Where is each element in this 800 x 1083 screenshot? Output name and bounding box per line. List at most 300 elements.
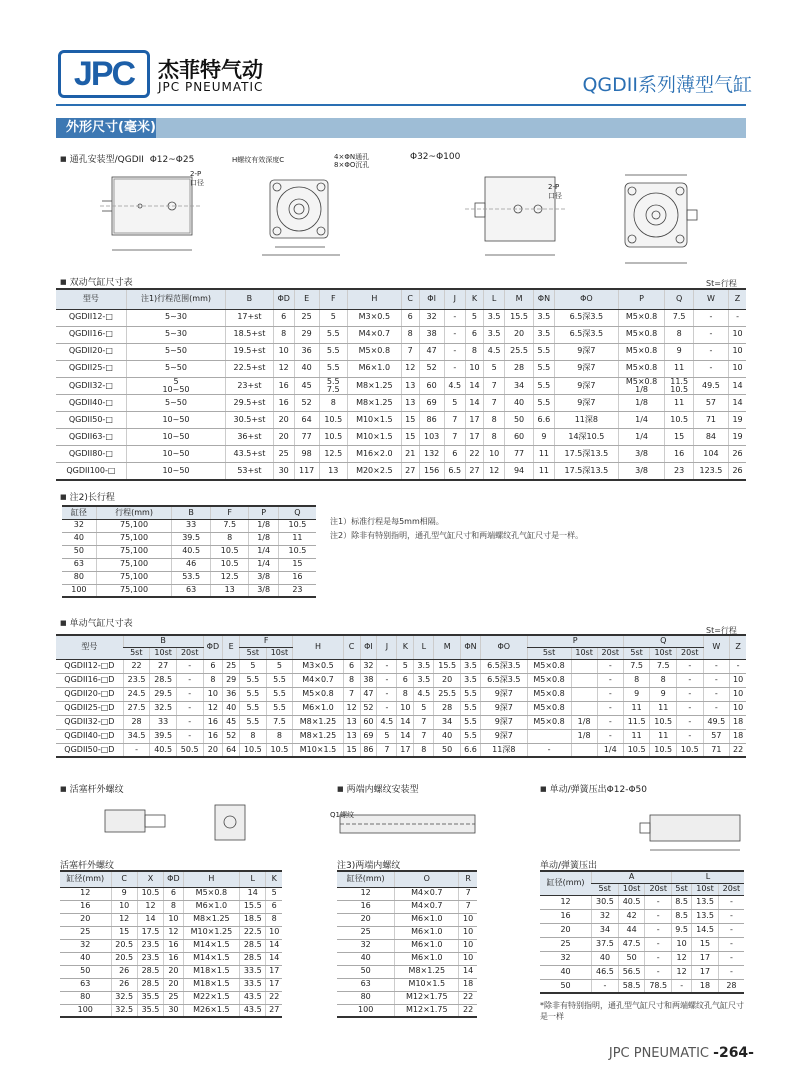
bottom-drawings [60,795,760,855]
header-cell: ΦD [273,289,294,309]
table-cell: 100 [60,1004,111,1017]
table-cell: 50.5 [176,743,203,757]
table-cell: 14 [729,377,746,395]
header-cell: F [319,289,347,309]
table-cell: 50 [60,965,111,978]
table-cell: 20 [434,673,461,687]
table-cell: 9 [111,887,137,900]
table-cell: 28 [718,979,744,993]
table-cell: 10 [672,937,692,951]
header-cell: C [111,871,137,887]
table-cell: 4.5 [444,377,465,395]
table-cell: 50 [337,965,395,978]
table-row [540,979,744,993]
table-cell: 44 [618,923,645,937]
table-row [337,887,477,900]
long-stroke-title: ■ 注2)长行程 [60,490,115,503]
table-cell: 27 [150,659,177,673]
table-cell: 39.5 [150,729,177,743]
table-row [56,446,746,463]
table-cell: 18 [459,978,477,991]
table-cell: 28 [505,360,533,377]
footer: JPC PNEUMATIC -264- [608,1045,754,1061]
table-cell: M6×1.0 [293,701,343,715]
table-cell: 7 [483,377,504,395]
table-cell: 15 [111,926,137,939]
table-cell: 58.5 [618,979,645,993]
table-cell: 13 [401,395,419,412]
table-cell: 14 [459,965,477,978]
table-cell: 63 [337,978,395,991]
table-cell: 5.5 [460,687,480,701]
table-cell: M5×0.8 [618,360,665,377]
table-cell: 4.5 [377,715,397,729]
table-cell: - [677,701,704,715]
table-cell: 22 [466,446,484,463]
table-cell: 12 [203,701,223,715]
table-cell: 10 [459,952,477,965]
single-acting-table [56,634,746,758]
table-cell: 25 [540,937,592,951]
table-cell: - [645,895,672,909]
table-cell: 77 [505,446,533,463]
table-cell: 10~50 [126,463,225,480]
table-cell: 14 [266,952,282,965]
table-cell: QGDII16-□D [56,673,123,687]
table-cell: 10 [459,939,477,952]
table-cell: 47.5 [618,937,645,951]
table-cell: 9 [650,687,677,701]
table-cell: 8 [483,412,504,429]
table-cell: 132 [419,446,444,463]
table-cell: - [597,673,623,687]
table-cell: 11 [623,729,650,743]
table-cell: 32 [337,939,395,952]
table-cell: 8.5 [672,895,692,909]
table-cell: 80 [60,991,111,1004]
header-cell: 5st [123,647,150,659]
table-cell: 43.5 [240,991,266,1004]
table-cell: - [444,343,465,360]
header-cell: M [434,635,461,659]
table-cell: 14 [397,715,414,729]
table-cell: 8 [164,900,184,913]
table-cell: M8×1.25 [293,715,343,729]
table-cell: 15 [278,558,316,571]
table-cell: 80 [337,991,395,1004]
table-cell: 16 [203,715,223,729]
table-cell: 15 [665,429,693,446]
table-cell: 8 [623,673,650,687]
table-cell: 17+st [226,309,273,326]
table-cell: 1/8 [571,729,597,743]
table-cell: 5~50 [126,360,225,377]
table-cell: 11 [278,532,316,545]
table-cell: 27 [466,463,484,480]
header-cell: F [240,635,293,647]
table-cell: 5.5 [533,343,554,360]
table-row [56,343,746,360]
table-cell: 11.5 [623,715,650,729]
table-cell: 19 [729,429,746,446]
table-row [540,937,744,951]
table-row [56,463,746,480]
table-cell: 3.5 [483,309,504,326]
table-cell: 5 [466,309,484,326]
header-cell: ΦI [419,289,444,309]
table-cell: 9深7 [481,715,528,729]
table-cell: - [718,951,744,965]
table-cell: 94 [505,463,533,480]
table-cell: 75,100 [96,584,172,597]
table-cell: 78.5 [645,979,672,993]
table-cell: 23.5 [137,952,163,965]
table-cell: 11深8 [481,743,528,757]
table-cell: 42 [618,909,645,923]
note-1: 注1）标准行程是每5mm相隔。 [330,517,444,526]
table-cell: 26 [111,965,137,978]
table-cell: 34.5 [123,729,150,743]
table-cell: 8 [266,729,293,743]
table-cell: 16 [540,909,592,923]
table-cell: 10~50 [126,429,225,446]
table-cell: 5.5 [240,701,267,715]
table-row [337,926,477,939]
table-cell: 20 [505,326,533,343]
table-cell: M10×1.5 [347,412,401,429]
table-cell: 64 [223,743,240,757]
table-cell: 10 [397,701,414,715]
table-cell: 46.5 [592,965,619,979]
table-cell: 16 [203,729,223,743]
table-cell [571,673,597,687]
table-cell: 32 [419,309,444,326]
table-row [56,429,746,446]
table-cell: 5.5 [266,687,293,701]
table-cell: 1/4 [618,429,665,446]
header-cell: O [395,871,459,887]
header-cell: 5st [527,647,571,659]
table-cell: 1/8 [618,395,665,412]
table-cell: M20×2.5 [347,463,401,480]
table-row [60,991,282,1004]
table-cell: M5×0.8 [527,687,571,701]
header-cell: L [414,635,434,659]
table-cell: - [377,701,397,715]
table-cell: 40.5 [618,895,645,909]
section-bar [56,118,746,138]
table-cell: 5 [414,701,434,715]
header-cell: ΦO [555,289,618,309]
table-cell: 14 [397,729,414,743]
table-cell: 10 [203,687,223,701]
header-cell: ΦD [203,635,223,659]
table-cell: - [377,659,397,673]
table-cell: 80 [62,571,96,584]
table-cell: 7 [414,715,434,729]
table-cell: QGDII50-□D [56,743,123,757]
header-cell: B [123,635,203,647]
table-cell: 75,100 [96,519,172,532]
table-cell: 17.5 [137,926,163,939]
table-cell: QGDII25-□D [56,701,123,715]
table-cell: - [527,743,571,757]
table-cell: - [718,965,744,979]
header-cell: M [505,289,533,309]
table-row [62,571,316,584]
table-cell: M5×0.8 [618,309,665,326]
header-cell: L [240,871,266,887]
table-cell: - [672,979,692,993]
table-cell: - [693,309,728,326]
table-row [540,909,744,923]
table-cell: 8 [397,687,414,701]
table-cell: 3.5 [533,309,554,326]
table-cell: 5 [266,887,282,900]
table-cell: - [597,701,623,715]
header-cell: Q [665,289,693,309]
table-cell: 14 [240,887,266,900]
table-cell: M5×0.8 [527,659,571,673]
table-cell: 60 [360,715,377,729]
table-cell: 15.5 [240,900,266,913]
table-cell: 40 [294,360,319,377]
table-cell: 39.5 [172,532,211,545]
brand-cn: 杰菲特气动 [158,58,263,82]
table-cell: 8 [343,673,360,687]
table-cell: 20 [164,965,184,978]
table-cell: M5×0.8 [183,887,239,900]
table-cell: 86 [360,743,377,757]
cylinder-drawings [80,165,770,275]
header-divider [56,104,746,106]
header-cell: 5st [623,647,650,659]
rod-title: ■ 活塞杆外螺纹 [60,782,124,795]
table-cell: 10 [111,900,137,913]
table-cell: M8×1.25 [347,377,401,395]
table-cell: 50 [618,951,645,965]
header-cell: H [347,289,401,309]
table-cell: 7.5 [266,715,293,729]
table-cell: 10.5 [210,558,249,571]
table-cell: M4×0.7 [395,900,459,913]
table-cell: 10 [466,360,484,377]
table-row [337,900,477,913]
table-cell: 29.5+st [226,395,273,412]
table-cell: QGDII16-□ [56,326,126,343]
table-cell: 8 [273,326,294,343]
table-cell: M10×1.25 [183,926,239,939]
table-cell: 14 [266,939,282,952]
table-cell: QGDII32-□ [56,377,126,395]
table-cell: M5×0.8 [527,701,571,715]
table-cell: 32.5 [150,701,177,715]
table-cell: 15.5 [505,309,533,326]
table-cell: 25 [60,926,111,939]
table-cell: 5.5 [319,326,347,343]
table-cell: 22 [459,1004,477,1017]
table-cell: - [693,343,728,360]
table-cell: 3.5 [460,659,480,673]
table-cell: - [645,937,672,951]
table-cell: 7 [414,729,434,743]
table-cell: 6.5深3.5 [481,673,528,687]
table-cell: 12 [343,701,360,715]
table-cell: 10.5 [319,412,347,429]
table-cell: 14深10.5 [555,429,618,446]
table-cell: - [693,360,728,377]
header-cell: P [618,289,665,309]
table-cell: 15 [692,937,719,951]
table-cell: - [718,909,744,923]
table-cell: M8×1.25 [183,913,239,926]
table-cell: QGDII12-□D [56,659,123,673]
header-cell: H [293,635,343,659]
table-cell: 71 [693,412,728,429]
table-cell: 10 [459,926,477,939]
table-cell: 11 [623,701,650,715]
table-cell: 75,100 [96,558,172,571]
table-cell: 33.5 [240,978,266,991]
header-cell: E [223,635,240,659]
table-cell: 18 [692,979,719,993]
table-cell: M5×0.8 [293,687,343,701]
table-cell: 8 [665,326,693,343]
table-cell: 26 [729,463,746,480]
table-cell: - [703,701,730,715]
table-cell: 25 [223,659,240,673]
table-row [62,584,316,597]
table-cell: QGDII32-□D [56,715,123,729]
table-cell: 28.5 [240,952,266,965]
header-cell: R [459,871,477,887]
table-cell: - [444,360,465,377]
table-cell: - [718,895,744,909]
table-cell: 17 [266,965,282,978]
section-title: 外形尺寸(毫米) [56,118,156,138]
table-cell: 5~50 [126,343,225,360]
table-cell: 10~50 [126,446,225,463]
table-cell: QGDII25-□ [56,360,126,377]
header-cell: F [210,506,249,519]
table-cell: 11 [665,395,693,412]
header-cell: 20st [645,883,672,895]
spring-table [540,870,744,994]
table-cell: M5×0.8 [527,673,571,687]
table-cell: 100 [62,584,96,597]
table-cell: 7 [459,887,477,900]
table-cell: 3/8 [618,446,665,463]
rod-table [60,870,282,1018]
table-cell: 16 [665,446,693,463]
table-row [62,519,316,532]
table-cell: 25 [294,309,319,326]
table-cell: 98 [294,446,319,463]
table-cell: 56.5 [618,965,645,979]
table-cell: 6.5深3.5 [555,309,618,326]
table-cell: 33.5 [240,965,266,978]
table-cell: 12 [483,463,504,480]
table-cell: - [645,965,672,979]
table-cell: QGDII20-□ [56,343,126,360]
table-cell: 5~30 [126,309,225,326]
table-cell: 40 [434,729,461,743]
header-cell: 10st [618,883,645,895]
table-cell: 6 [273,309,294,326]
table-cell: 10 [266,926,282,939]
table-cell: 86 [419,412,444,429]
table-cell: M8×1.25 [293,729,343,743]
table-cell: 29 [223,673,240,687]
table-cell: - [703,687,730,701]
table-cell: 38 [419,326,444,343]
table-row [62,558,316,571]
table-cell: M12×1.75 [395,991,459,1004]
table-cell: 16 [164,952,184,965]
table-cell: M6×1.0 [395,952,459,965]
table-row [56,673,746,687]
table-cell: 47 [360,687,377,701]
table-cell: 8 [650,673,677,687]
header-cell: 缸径(mm) [540,871,592,895]
table-cell: 8 [401,326,419,343]
table-cell: 43.5+st [226,446,273,463]
table-row [60,939,282,952]
table-row [337,952,477,965]
header-cell: 型号 [56,635,123,659]
table-cell: 49.5 [693,377,728,395]
table-cell: 3.5 [414,659,434,673]
table-cell: M10×1.5 [347,429,401,446]
table-cell: 9 [623,687,650,701]
q1-label: Q1螺纹 [330,811,354,819]
table-cell: 32.5 [111,1004,137,1017]
header-cell: 缸径 [62,506,96,519]
table-cell: 3/8 [249,584,278,597]
table-cell: 6.5深3.5 [555,326,618,343]
header-cell: 20st [718,883,744,895]
table-cell: 5.5 7.5 [319,377,347,395]
table-cell: 69 [360,729,377,743]
table-cell: 3.5 [460,673,480,687]
header-cell: ΦN [460,635,480,659]
table-cell: 5~50 [126,395,225,412]
header-cell: 10st [571,647,597,659]
table-cell: 1/8 [249,519,278,532]
table-cell: 6 [466,326,484,343]
header-cell: 行程(mm) [96,506,172,519]
table-row [337,913,477,926]
table-cell: 22 [123,659,150,673]
table-row [56,360,746,377]
table-cell: 7.5 [650,659,677,673]
table-cell: 12 [164,926,184,939]
table-cell: 34 [592,923,619,937]
table-cell: 5.5 [266,673,293,687]
table-row [62,532,316,545]
table-cell: 26 [729,446,746,463]
table-cell: - [176,715,203,729]
table-cell: 25 [337,926,395,939]
table-cell: 37.5 [592,937,619,951]
table-cell: 36+st [226,429,273,446]
table-row [56,743,746,757]
table-cell: 40 [223,701,240,715]
table-cell: 6 [401,309,419,326]
header-cell: 5st [240,647,267,659]
header-cell: ΦN [533,289,554,309]
table-row [56,395,746,412]
